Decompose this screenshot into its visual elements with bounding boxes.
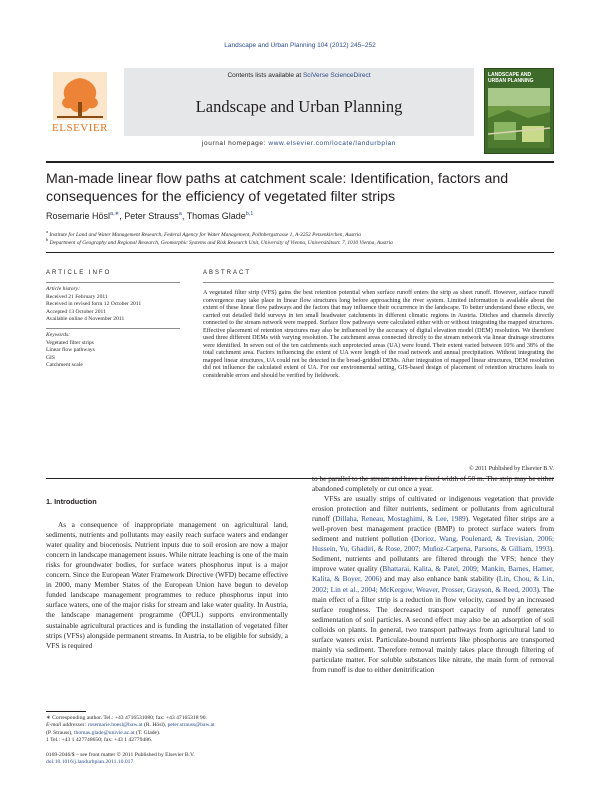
article-history-heading: Article history: <box>46 286 81 292</box>
keyword: Vegetated filter strips <box>46 339 94 346</box>
body-right-column <box>312 474 554 675</box>
homepage-prefix: journal homepage: <box>201 140 269 147</box>
email-addresses <box>46 722 288 729</box>
journal-title-box <box>124 68 474 136</box>
body-paragraph-vfs <box>312 494 554 675</box>
email-link-glade[interactable]: thomas.glade@univie.ac.at <box>73 729 135 736</box>
author-affiliation-marker[interactable]: b,1 <box>245 211 254 217</box>
article-title-line-1: Man-made linear flow paths at catchment scale: Identification, factors and <box>46 171 509 187</box>
keywords-rule <box>46 328 180 329</box>
history-revised: Received in revised form 12 October 2011 <box>46 301 142 308</box>
section-heading-introduction: 1. Introduction <box>46 497 97 506</box>
paragraph-text: ). The main effect of a filter strip is a reduction in flow velocity, caused by an increased surface roughness. The decreased transport capacity of runoff generates sedimentation of soil particles. A second effect may also be an adsorption of soil colloids on plants. In general, two transport pathways from agricultural land to surface waters exist. Particulate-bound nutrients like phosphorus are transported mainly via sediment. Therefore removal mainly takes place through filtering of particulate matter. For soluble substances like nitrate, the main form of removal from runoff is due to either denitrification <box>312 584 554 674</box>
bottom-metadata <box>46 752 346 767</box>
abstract-copyright: © 2011 Published by Elsevier B.V. <box>468 466 554 472</box>
keywords-heading: Keywords: <box>46 332 71 338</box>
keyword: Linear flow pathways <box>46 347 95 354</box>
affiliation-marker: a <box>46 229 48 234</box>
intro-paragraph: As a consequence of inappropriate management on agricultural land, sediments, nutrients and pollutants may easily reach surface waters and endanger water quality and biocenosis. Nutrient inputs due to soil erosion are now a major concern in landscape management issues. While nitrate leaching is one of the main risks for groundwater bodies, for surface waters phosphorus input is a major concern. Since the European Water Framework Directive (WFD) became effective in 2000, many Member States of the European Union have begun to develop funded landscape management programmes to reduce phosphorus input into surface waters, one of the major risks for stream and lake water quality. In Austria, the landscape management programme (ÖPUL) supports environmentally sustainable agricultural practices and is funding the installation of vegetated filter strips (VFSs) alongside permanent streams. In Austria, to be eligible for subsidy, a VFS is required <box>46 520 288 650</box>
sciencedirect-link[interactable]: SciVerse ScienceDirect <box>302 72 371 79</box>
body-paragraph-continued: to be parallel to the stream and have a fixed width of 50 m. The strip may be either abandoned completely or cut once a year. <box>312 474 554 494</box>
history-accepted: Accepted 13 October 2011 <box>46 308 106 315</box>
elsevier-logo[interactable] <box>46 72 114 144</box>
author-name[interactable]: Thomas Glade <box>186 211 246 221</box>
journal-homepage-line <box>124 140 474 147</box>
contents-line <box>124 72 474 79</box>
paragraph-text: ) and may also enhance bank stability ( <box>379 574 499 584</box>
keyword: GIS <box>46 354 56 361</box>
issn-line: 0169-2046/$ – see front matter © 2011 Published by Elsevier B.V. <box>46 752 195 758</box>
paragraph-text: VFSs are usually strips of cultivated or indigenous vegetation that provide erosion protection and filter nutrients, sediment or pollutants from agricultural runoff ( <box>312 494 554 524</box>
abstract-text: A vegetated filter strip (VFS) gains the best retention potential when surface runoff enters the strip as sheet runoff. However, surface runoff convergence may take place in linear flow structures long before approaching the river system. Limited information is available about the extent of these linear flow pathways and the factors that may influence their occurrence in the landscape. To better understand these effects, we carried out detailed field surveys in ten small headwater catchments in different climatic regions in Austria. Ditches and channels directly connected to the stream network were mapped. Surface flow pathways were calculated either with or without integrating the mapped structures. Effective placement of retention structures may also be influenced by the accuracy of digital elevation model (DEM) resolution. We therefore used three different DEMs with varying resolution. The catchment areas connected directly to the stream network via linear drainage structures were identified. In seven out of the ten catchments such unprotected areas (UA) were found. Their extent varied between 10% and 38% of the total catchment area. Factors influencing the extent of UA were length of the road network and annual precipitation. Without integrating the mapped linear structures, UA could not be detected in the broad-gridded DEMs. After integration of mapped linear structures, DEM resolution did not influence the calculated extent of UA. For our environmental setting, GIS-based design of placement of retention structures leads to considerable errors and should be verified by fieldwork. <box>203 290 554 380</box>
corresponding-author-note: ∗ Corresponding author. Tel.: +43 4716531080; fax: +43 47165318 90. <box>46 715 207 721</box>
journal-title: Landscape and Urban Planning <box>195 97 403 116</box>
article-title-line-2: consequences for the efficiency of vegetated filter strips <box>46 189 396 205</box>
cover-landscape-icon <box>488 88 550 148</box>
email-link-strauss[interactable]: peter.strauss@baw.at <box>167 722 215 729</box>
email-prefix: E-mail addresses: <box>46 722 88 729</box>
paragraph-text: ). Vegetated filter strips are a well-proven best management practice (BMP) to protect surface waters from sediment and nutrient pollution ( <box>312 514 555 544</box>
email-link-hosl[interactable]: rosemarie.hoesl@baw.at <box>87 722 143 729</box>
author-name[interactable]: Rosemarie Hösl <box>46 211 111 221</box>
doi-link[interactable]: doi:10.1016/j.landurbplan.2011.10.017 <box>46 759 134 766</box>
citation-link[interactable]: Bhattarai, Kalita, & Patel, 2009; Mankin, Barnes, Hamer, Kalita, & Boyer, 2006 <box>312 564 554 584</box>
journal-homepage-link[interactable]: www.elsevier.com/locate/landurbplan <box>268 140 397 147</box>
affiliation-text: Department of Geography and Regional Research, Geomorphic Systems and Risk Research Unit, University of Vienna, Universitätsstr. 7, 1010 Vienna, Austria <box>49 239 393 246</box>
affiliation-marker: b <box>46 237 49 242</box>
affiliation-b <box>46 237 393 246</box>
author-affiliation-marker[interactable]: a <box>178 211 182 217</box>
body-left-column <box>46 487 288 651</box>
contents-prefix: Contents lists available at <box>227 72 303 79</box>
author-separator: , <box>119 211 125 221</box>
footnote-rule <box>46 711 86 712</box>
author-affiliation-marker[interactable]: a,∗ <box>110 211 120 217</box>
journal-masthead <box>46 68 554 160</box>
article-info-label: ARTICLE INFO <box>46 270 112 276</box>
abstract-rule <box>203 282 554 283</box>
paragraph-text: ). Sediment, nutrients and pollutants are filtered through the VFS; hence they improve water quality ( <box>312 544 554 574</box>
email-line-prefix: (P. Strauss), <box>46 729 74 736</box>
article-info-rule <box>46 282 180 283</box>
abstract-label: ABSTRACT <box>203 270 252 276</box>
authors-rule <box>46 252 554 253</box>
history-online: Available online 4 November 2011 <box>46 316 125 323</box>
telephone-note: 1 Tel.: +43 1 427748650; fax: +43 1 42779486. <box>46 737 153 744</box>
keyword: Catchment scale <box>46 362 83 369</box>
email-suffix: (T. Glade). <box>134 729 161 736</box>
running-head[interactable]: Landscape and Urban Planning 104 (2012) 245–252 <box>224 42 376 49</box>
email-suffix: (R. Hösl), <box>142 722 168 729</box>
author-name[interactable]: Peter Strauss <box>124 211 179 221</box>
citation-link[interactable]: Lin, Chou, & Lin, 2002; Lin et al., 2004; McKergow, Weaver, Prosser, Grayson, & Reed, 2003 <box>312 574 555 594</box>
elsevier-tree-icon <box>53 72 107 120</box>
footnotes <box>46 715 288 745</box>
citation-link[interactable]: Dorioz, Wang, Poulenard, & Trevisian, 2006; Hussein, Yu, Ghadiri, & Rose, 2007; Muñoz-Carpena, Parsons, & Gilliam, 1993 <box>312 534 555 554</box>
keywords <box>46 332 180 370</box>
history-received: Received 21 February 2011 <box>46 293 108 300</box>
article-history <box>46 286 180 324</box>
citation-link[interactable]: Dillaha, Reneau, Mostaghimi, & Lee, 1989 <box>335 514 466 524</box>
elsevier-wordmark: ELSEVIER <box>52 122 108 134</box>
journal-cover-image[interactable] <box>484 68 554 154</box>
article-title <box>46 170 556 206</box>
author-separator: , <box>181 211 187 221</box>
cover-title: LANDSCAPE AND URBAN PLANNING <box>488 72 534 84</box>
affiliation-text: Institute for Land and Water Management Research, Federal Agency for Water Management, Pollnbergstrasse 1, A-3252 Petzenkirchen, Austria <box>49 231 361 238</box>
author-list <box>46 211 253 221</box>
masthead-rule <box>46 161 554 163</box>
